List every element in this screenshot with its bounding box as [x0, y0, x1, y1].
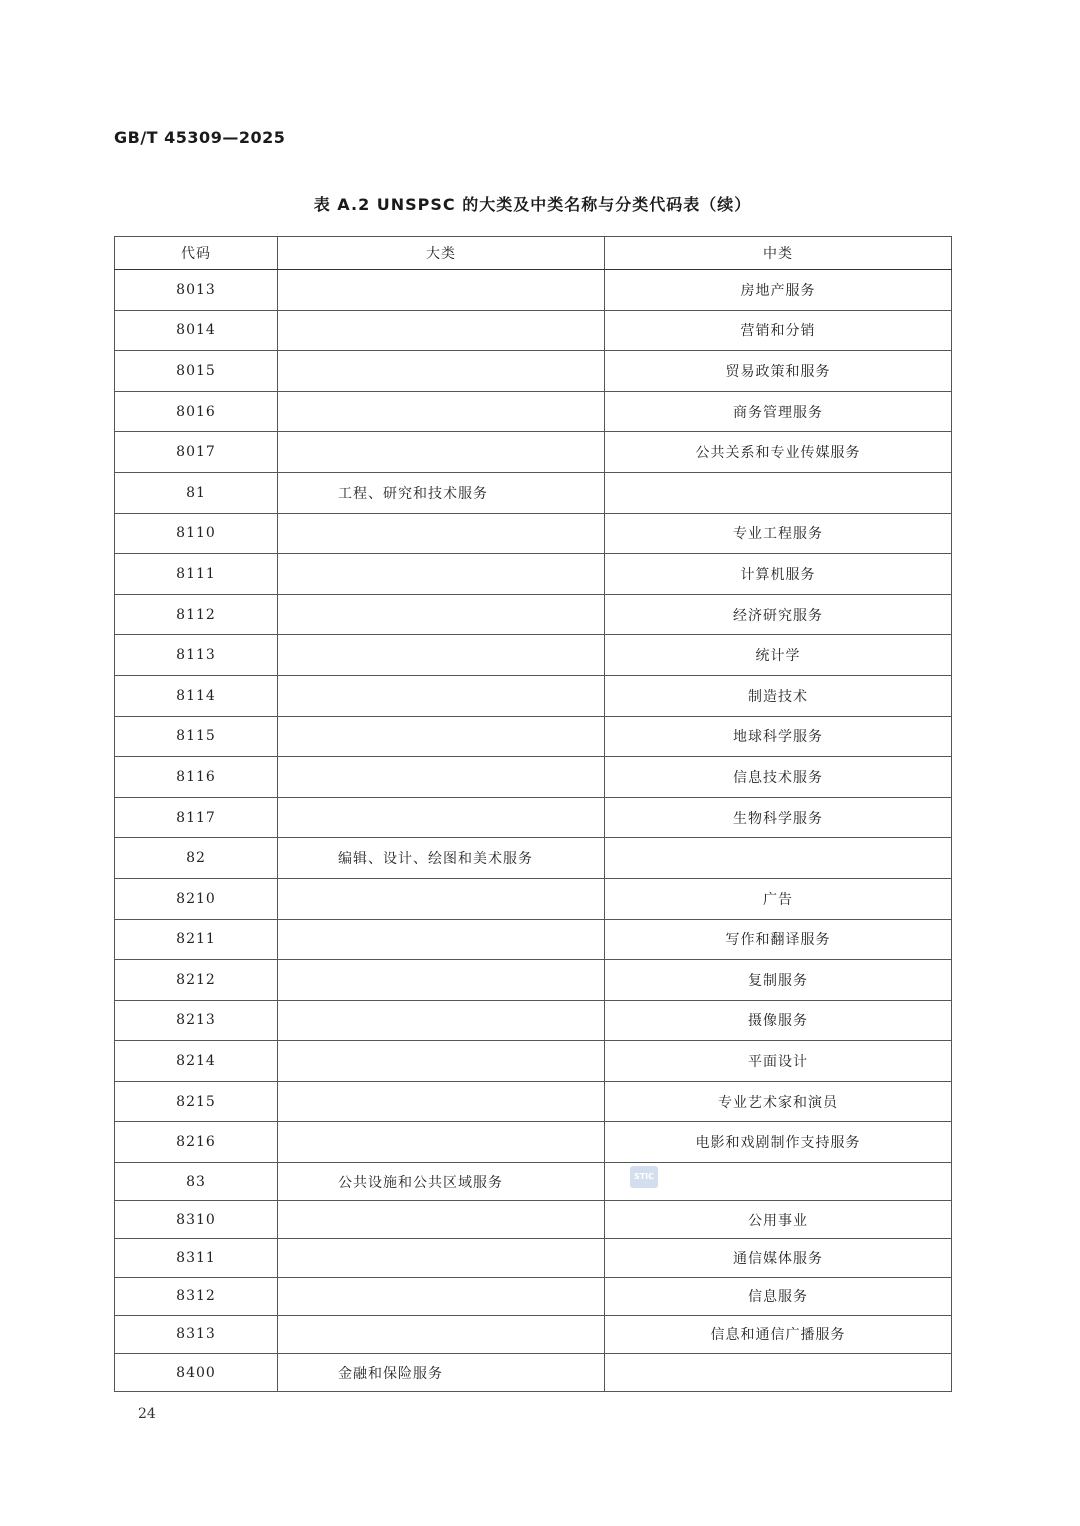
code-cell: 8312 — [115, 1277, 278, 1315]
code-cell: 8216 — [115, 1122, 278, 1163]
table-row — [115, 1122, 952, 1163]
mid-category-cell: 信息技术服务 — [605, 757, 952, 798]
major-category-cell — [278, 1081, 605, 1122]
code-cell: 83 — [115, 1163, 278, 1201]
mid-category-cell: 经济研究服务 — [605, 594, 952, 635]
table-row — [115, 960, 952, 1001]
major-category-cell — [278, 757, 605, 798]
table-row — [115, 1277, 952, 1315]
table-row — [115, 1081, 952, 1122]
code-cell: 8311 — [115, 1239, 278, 1277]
table-row — [115, 1041, 952, 1082]
code-cell: 81 — [115, 472, 278, 513]
major-category-cell — [278, 960, 605, 1001]
major-category-cell — [278, 878, 605, 919]
mid-category-cell: 写作和翻译服务 — [605, 919, 952, 960]
table-row — [115, 351, 952, 392]
watermark-logo: STIC — [630, 1166, 658, 1188]
mid-category-cell: 公共关系和专业传媒服务 — [605, 432, 952, 473]
code-cell: 8114 — [115, 675, 278, 716]
table-row — [115, 391, 952, 432]
table-row — [115, 838, 952, 879]
mid-category-cell: 电影和戏剧制作支持服务 — [605, 1122, 952, 1163]
table-row — [115, 594, 952, 635]
code-cell: 8112 — [115, 594, 278, 635]
major-category-cell: 工程、研究和技术服务 — [278, 472, 605, 513]
table-row — [115, 310, 952, 351]
table-header-row — [115, 237, 952, 270]
mid-category-cell: 地球科学服务 — [605, 716, 952, 757]
major-category-cell — [278, 635, 605, 676]
mid-category-cell: 房地产服务 — [605, 270, 952, 311]
column-header-mid: 中类 — [605, 237, 952, 270]
table-row — [115, 1315, 952, 1353]
mid-category-cell: 专业艺术家和演员 — [605, 1081, 952, 1122]
column-header-code: 代码 — [115, 237, 278, 270]
major-category-cell — [278, 797, 605, 838]
code-cell: 8212 — [115, 960, 278, 1001]
table-row — [115, 1000, 952, 1041]
major-category-cell — [278, 391, 605, 432]
code-cell: 8211 — [115, 919, 278, 960]
table-row — [115, 432, 952, 473]
standard-number: GB/T 45309—2025 — [114, 128, 286, 147]
table-row — [115, 797, 952, 838]
table-caption: 表 A.2 UNSPSC 的大类及中类名称与分类代码表（续） — [313, 195, 752, 214]
major-category-cell — [278, 1315, 605, 1353]
mid-category-cell: 营销和分销 — [605, 310, 952, 351]
major-category-cell — [278, 1239, 605, 1277]
code-cell: 8400 — [115, 1354, 278, 1392]
table-row — [115, 1354, 952, 1392]
code-cell: 8210 — [115, 878, 278, 919]
code-cell: 8215 — [115, 1081, 278, 1122]
code-cell: 8014 — [115, 310, 278, 351]
code-cell: 8117 — [115, 797, 278, 838]
code-cell: 8111 — [115, 554, 278, 595]
major-category-cell — [278, 1277, 605, 1315]
major-category-cell — [278, 310, 605, 351]
major-category-cell — [278, 513, 605, 554]
mid-category-cell: 复制服务 — [605, 960, 952, 1001]
major-category-cell — [278, 270, 605, 311]
mid-category-cell: 计算机服务 — [605, 554, 952, 595]
code-cell: 82 — [115, 838, 278, 879]
table-row — [115, 1201, 952, 1239]
major-category-cell: 公共设施和公共区域服务 — [278, 1163, 605, 1201]
table-row — [115, 1239, 952, 1277]
table-row — [115, 716, 952, 757]
mid-category-cell: 信息服务 — [605, 1277, 952, 1315]
code-cell: 8016 — [115, 391, 278, 432]
table-row — [115, 635, 952, 676]
table-row — [115, 1163, 952, 1201]
major-category-cell — [278, 1000, 605, 1041]
mid-category-cell: 专业工程服务 — [605, 513, 952, 554]
major-category-cell: 金融和保险服务 — [278, 1354, 605, 1392]
mid-category-cell: 广告 — [605, 878, 952, 919]
mid-category-cell: 商务管理服务 — [605, 391, 952, 432]
mid-category-cell: 制造技术 — [605, 675, 952, 716]
table-row — [115, 675, 952, 716]
mid-category-cell: 信息和通信广播服务 — [605, 1315, 952, 1353]
mid-category-cell: 平面设计 — [605, 1041, 952, 1082]
major-category-cell — [278, 1122, 605, 1163]
major-category-cell — [278, 554, 605, 595]
major-category-cell — [278, 675, 605, 716]
major-category-cell — [278, 716, 605, 757]
page-number: 24 — [138, 1406, 156, 1422]
mid-category-cell — [605, 838, 952, 879]
classification-table — [114, 236, 952, 1392]
table-row — [115, 513, 952, 554]
code-cell: 8013 — [115, 270, 278, 311]
mid-category-cell: 公用事业 — [605, 1201, 952, 1239]
code-cell: 8214 — [115, 1041, 278, 1082]
major-category-cell — [278, 351, 605, 392]
code-cell: 8110 — [115, 513, 278, 554]
major-category-cell — [278, 1041, 605, 1082]
table-row — [115, 878, 952, 919]
major-category-cell — [278, 594, 605, 635]
code-cell: 8015 — [115, 351, 278, 392]
mid-category-cell: 贸易政策和服务 — [605, 351, 952, 392]
code-cell: 8115 — [115, 716, 278, 757]
code-cell: 8116 — [115, 757, 278, 798]
mid-category-cell: 统计学 — [605, 635, 952, 676]
table-row — [115, 472, 952, 513]
mid-category-cell — [605, 1354, 952, 1392]
major-category-cell — [278, 919, 605, 960]
table-row — [115, 554, 952, 595]
code-cell: 8310 — [115, 1201, 278, 1239]
code-cell: 8313 — [115, 1315, 278, 1353]
major-category-cell — [278, 1201, 605, 1239]
mid-category-cell: 通信媒体服务 — [605, 1239, 952, 1277]
mid-category-cell: 摄像服务 — [605, 1000, 952, 1041]
mid-category-cell — [605, 472, 952, 513]
table-row — [115, 270, 952, 311]
code-cell: 8213 — [115, 1000, 278, 1041]
table-row — [115, 757, 952, 798]
table-row — [115, 919, 952, 960]
code-cell: 8017 — [115, 432, 278, 473]
column-header-major: 大类 — [278, 237, 605, 270]
major-category-cell — [278, 432, 605, 473]
major-category-cell: 编辑、设计、绘图和美术服务 — [278, 838, 605, 879]
mid-category-cell: 生物科学服务 — [605, 797, 952, 838]
code-cell: 8113 — [115, 635, 278, 676]
